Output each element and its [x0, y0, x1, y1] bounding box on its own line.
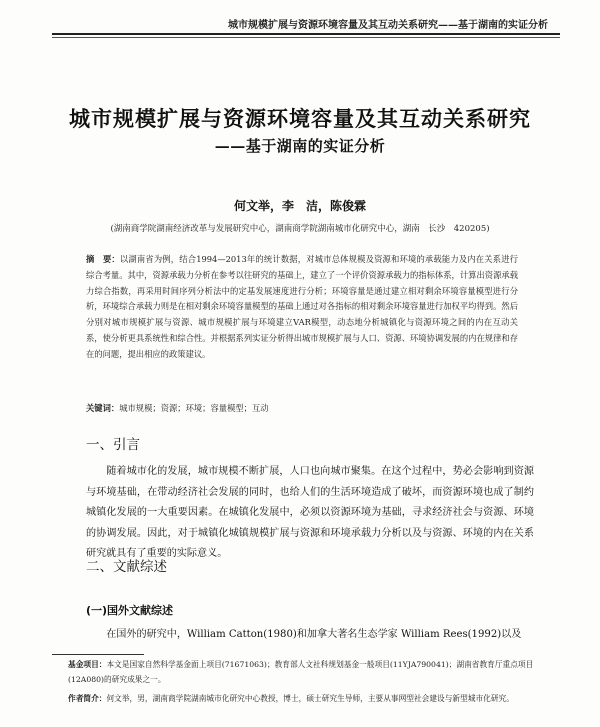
keywords-text: 城市规模；资源；环境；容量模型；互动 — [119, 403, 269, 413]
author-label: 作者简介： — [68, 694, 107, 703]
affiliation: (湖南商学院湖南经济改革与发展研究中心，湖南商学院湖南城市化研究中心，湖南 长沙 420205) — [110, 224, 490, 234]
section-heading-introduction: 一、引言 — [86, 437, 140, 453]
abstract — [86, 252, 518, 363]
keywords-label: 关键词： — [86, 403, 120, 413]
paper-title: 城市规模扩展与资源环境容量及其互动关系研究 — [69, 106, 531, 131]
running-header: 城市规模扩展与资源环境容量及其互动关系研究——基于湖南的实证分析 — [228, 20, 548, 31]
fund-text: 本文是国家自然科学基金面上项目(71671063)；教育部人文社科规划基金一般项目(11YJA790041)；湖南省教育厅重点项目(12A080)的研究成果之一。 — [68, 660, 534, 684]
fund-label: 基金项目： — [68, 660, 107, 669]
paper-subtitle: ——基于湖南的实证分析 — [214, 137, 386, 155]
abstract-label: 摘 要： — [86, 254, 120, 264]
header-rule-thin — [52, 37, 560, 38]
authors: 何文举，李 洁，陈俊霖 — [233, 199, 366, 213]
author-text: 何文举，男，湖南商学院湖南城市化研究中心教授，博士，硕士研究生导师，主要从事网型社会建设与新型城市化研究。 — [106, 694, 514, 703]
literature-paragraph: 在国外的研究中，William Catton(1980)和加拿大著名生态学家 William Rees(1992)以及 — [106, 629, 522, 640]
abstract-text: 以湖南省为例，结合1994—2013年的统计数据，对城市总体规模及资源和环境的承载能力及内在关系进行综合考量。其中，资源承载力分析在参考以往研究的基础上，建立了一个评价资源承载力的指标体系，计算出资源承载力综合指数，再采用时间序列分析法中的定基发展速度进行分析；环境容量是通过建立相对剩余环境容量模型进行分析，环境综合承载力则是在相对剩余环境容量模型的基础上通过对各指标的相对剩余环境容量进行加权平均得到。然后分别对城市规模扩展与资源、城市规模扩展与环境建立VAR模型，动态地分析城镇化与资源环境之间的内在互动关系，使分析更具系统性和综合性。并根据系列实证分析得出城市规模扩展与人口、资源、环境协调发展的内在规律和存在的问题，提出相应的政策建议。 — [86, 254, 518, 359]
footnote-fund — [68, 658, 538, 687]
header-rule — [52, 33, 560, 35]
footnote-author — [68, 692, 538, 707]
keywords — [86, 402, 518, 414]
subsection-heading-foreign-literature: (一)国外文献综述 — [86, 604, 174, 617]
section-heading-literature-review: 二、文献综述 — [86, 559, 167, 575]
introduction-paragraph: 随着城市化的发展，城市规模不断扩展，人口也向城市聚集。在这个过程中，势必会影响到资源与环境基础，在带动经济社会发展的同时，也给人们的生活环境造成了破坏，而资源环境也成了制约城镇化发展的一大重要因素。在城镇化发展中，必须以资源环境为基础，寻求经济社会与资源、环境的协调发展。因此，对于城镇化城镇规模扩展与资源和环境承载力分析以及与资源、环境的内在关系研究就具有了重要的实际意义。 — [86, 466, 534, 559]
footnote-rule — [52, 654, 144, 655]
